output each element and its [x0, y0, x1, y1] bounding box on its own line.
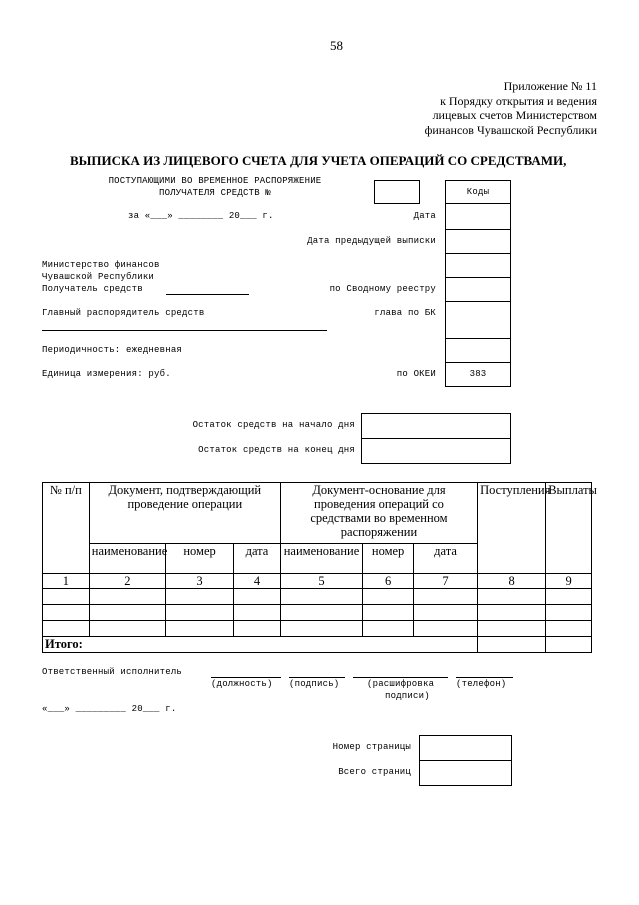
label-ministry-1: Министерство финансов [42, 260, 160, 270]
phone-underline [456, 677, 513, 678]
total-row [43, 637, 592, 653]
header-document: Документ, подтверждающий проведение операции [89, 483, 280, 544]
table-cell[interactable] [280, 605, 362, 621]
table-cell[interactable] [280, 589, 362, 605]
subheader-date-2: дата [414, 544, 478, 574]
col-index-7: 7 [414, 574, 478, 589]
table-cell[interactable] [165, 621, 233, 637]
table-cell[interactable] [478, 621, 546, 637]
label-balance-end: Остаток средств на конец дня [198, 445, 355, 455]
total-label: Итого: [43, 637, 478, 653]
label-prev-date: Дата предыдущей выписки [307, 236, 436, 246]
appendix-note [425, 79, 597, 137]
table-cell[interactable] [414, 621, 478, 637]
subtitle-line-1: ПОСТУПАЮЩИМИ ВО ВРЕМЕННОЕ РАСПОРЯЖЕНИЕ [108, 176, 322, 186]
subheader-name-2: наименование [280, 544, 362, 574]
code-okei-cell: 383 [445, 362, 511, 387]
table-cell[interactable] [280, 621, 362, 637]
code-bk-cell[interactable] [445, 301, 511, 339]
col-index-3: 3 [165, 574, 233, 589]
table-cell[interactable] [43, 605, 90, 621]
table-cell[interactable] [546, 621, 592, 637]
table-cell[interactable] [363, 605, 414, 621]
operations-table [42, 482, 597, 653]
appendix-line-3: лицевых счетов Министерством [432, 108, 597, 122]
caption-position: (должность) [211, 679, 273, 689]
code-prev-date-cell[interactable] [445, 229, 511, 254]
label-page-number: Номер страницы [332, 742, 411, 752]
label-responsible: Ответственный исполнитель [42, 667, 183, 677]
table-cell[interactable] [234, 589, 281, 605]
label-recipient: Получатель средств [42, 284, 143, 294]
label-chief: Главный распорядитель средств [42, 308, 205, 318]
table-cell[interactable] [89, 589, 165, 605]
statement-date-line: за «___» ________ 20___ г. [128, 211, 274, 221]
code-period-cell[interactable] [445, 338, 511, 363]
table-row [43, 605, 592, 621]
recipient-underline [166, 294, 249, 295]
table-cell[interactable] [478, 589, 546, 605]
document-title: ВЫПИСКА ИЗ ЛИЦЕВОГО СЧЕТА ДЛЯ УЧЕТА ОПЕРАЦИЙ СО СРЕДСТВАМИ, [70, 153, 567, 168]
code-registry-cell[interactable] [445, 277, 511, 302]
table-cell[interactable] [546, 589, 592, 605]
header-number: № п/п [43, 483, 90, 574]
balance-start-box[interactable] [361, 413, 511, 439]
chief-underline [42, 330, 327, 331]
table-row [43, 589, 592, 605]
document-subtitle [90, 175, 340, 199]
code-date-cell[interactable] [445, 203, 511, 230]
page-number-box[interactable] [419, 735, 512, 761]
header-payments: Выплаты [546, 483, 592, 574]
table-cell[interactable] [414, 605, 478, 621]
col-index-4: 4 [234, 574, 281, 589]
appendix-line-4: финансов Чувашской Республики [424, 122, 597, 137]
table-row [43, 621, 592, 637]
balance-end-box[interactable] [361, 438, 511, 464]
total-pages-box[interactable] [419, 760, 512, 786]
label-okei: по ОКЕИ [396, 369, 436, 379]
table-cell[interactable] [165, 589, 233, 605]
table-cell[interactable] [43, 589, 90, 605]
header-basis: Документ-основание для проведения операций со средствами во временном распоряжении [280, 483, 477, 544]
label-registry: по Сводному реестру [329, 284, 436, 294]
table-cell[interactable] [478, 605, 546, 621]
codes-header: Коды [445, 180, 511, 204]
label-ministry-2: Чувашской Республики [42, 272, 155, 282]
table-cell[interactable] [165, 605, 233, 621]
label-date: Дата [413, 211, 436, 221]
col-index-9: 9 [546, 574, 592, 589]
subheader-name: наименование [89, 544, 165, 574]
position-underline [211, 677, 281, 678]
total-payments-cell[interactable] [546, 637, 592, 653]
label-balance-start: Остаток средств на начало дня [192, 420, 355, 430]
subtitle-line-2: ПОЛУЧАТЕЛЯ СРЕДСТВ № [158, 188, 272, 198]
code-ministry-cell[interactable] [445, 253, 511, 278]
caption-decode-1: (расшифровка [367, 679, 435, 689]
table-cell[interactable] [234, 621, 281, 637]
label-unit: Единица измерения: руб. [42, 369, 171, 379]
subheader-number: номер [165, 544, 233, 574]
col-index-1: 1 [43, 574, 90, 589]
subheader-number-2: номер [363, 544, 414, 574]
table-cell[interactable] [43, 621, 90, 637]
col-index-6: 6 [363, 574, 414, 589]
col-index-5: 5 [280, 574, 362, 589]
table-cell[interactable] [546, 605, 592, 621]
caption-signature: (подпись) [289, 679, 340, 689]
label-total-pages: Всего страниц [338, 767, 411, 777]
table-cell[interactable] [89, 621, 165, 637]
appendix-line-1: Приложение № 11 [503, 79, 597, 93]
signature-underline [289, 677, 345, 678]
appendix-line-2: к Порядку открытия и ведения [440, 93, 597, 108]
table-cell[interactable] [363, 589, 414, 605]
label-bk: глава по БК [374, 308, 436, 318]
caption-phone: (телефон) [456, 679, 507, 689]
account-number-box[interactable] [374, 180, 420, 204]
col-index-2: 2 [89, 574, 165, 589]
col-index-8: 8 [478, 574, 546, 589]
table-cell[interactable] [414, 589, 478, 605]
total-receipts-cell[interactable] [478, 637, 546, 653]
label-period: Периодичность: ежедневная [42, 345, 183, 355]
decode-underline [353, 677, 448, 678]
page-number: 58 [330, 38, 343, 53]
table-cell[interactable] [234, 605, 281, 621]
subheader-date: дата [234, 544, 281, 574]
header-receipts: Поступления [478, 483, 546, 574]
caption-decode-2: подписи) [385, 691, 430, 701]
signing-date-line: «___» _________ 20___ г. [42, 704, 177, 714]
table-cell[interactable] [89, 605, 165, 621]
table-cell[interactable] [363, 621, 414, 637]
